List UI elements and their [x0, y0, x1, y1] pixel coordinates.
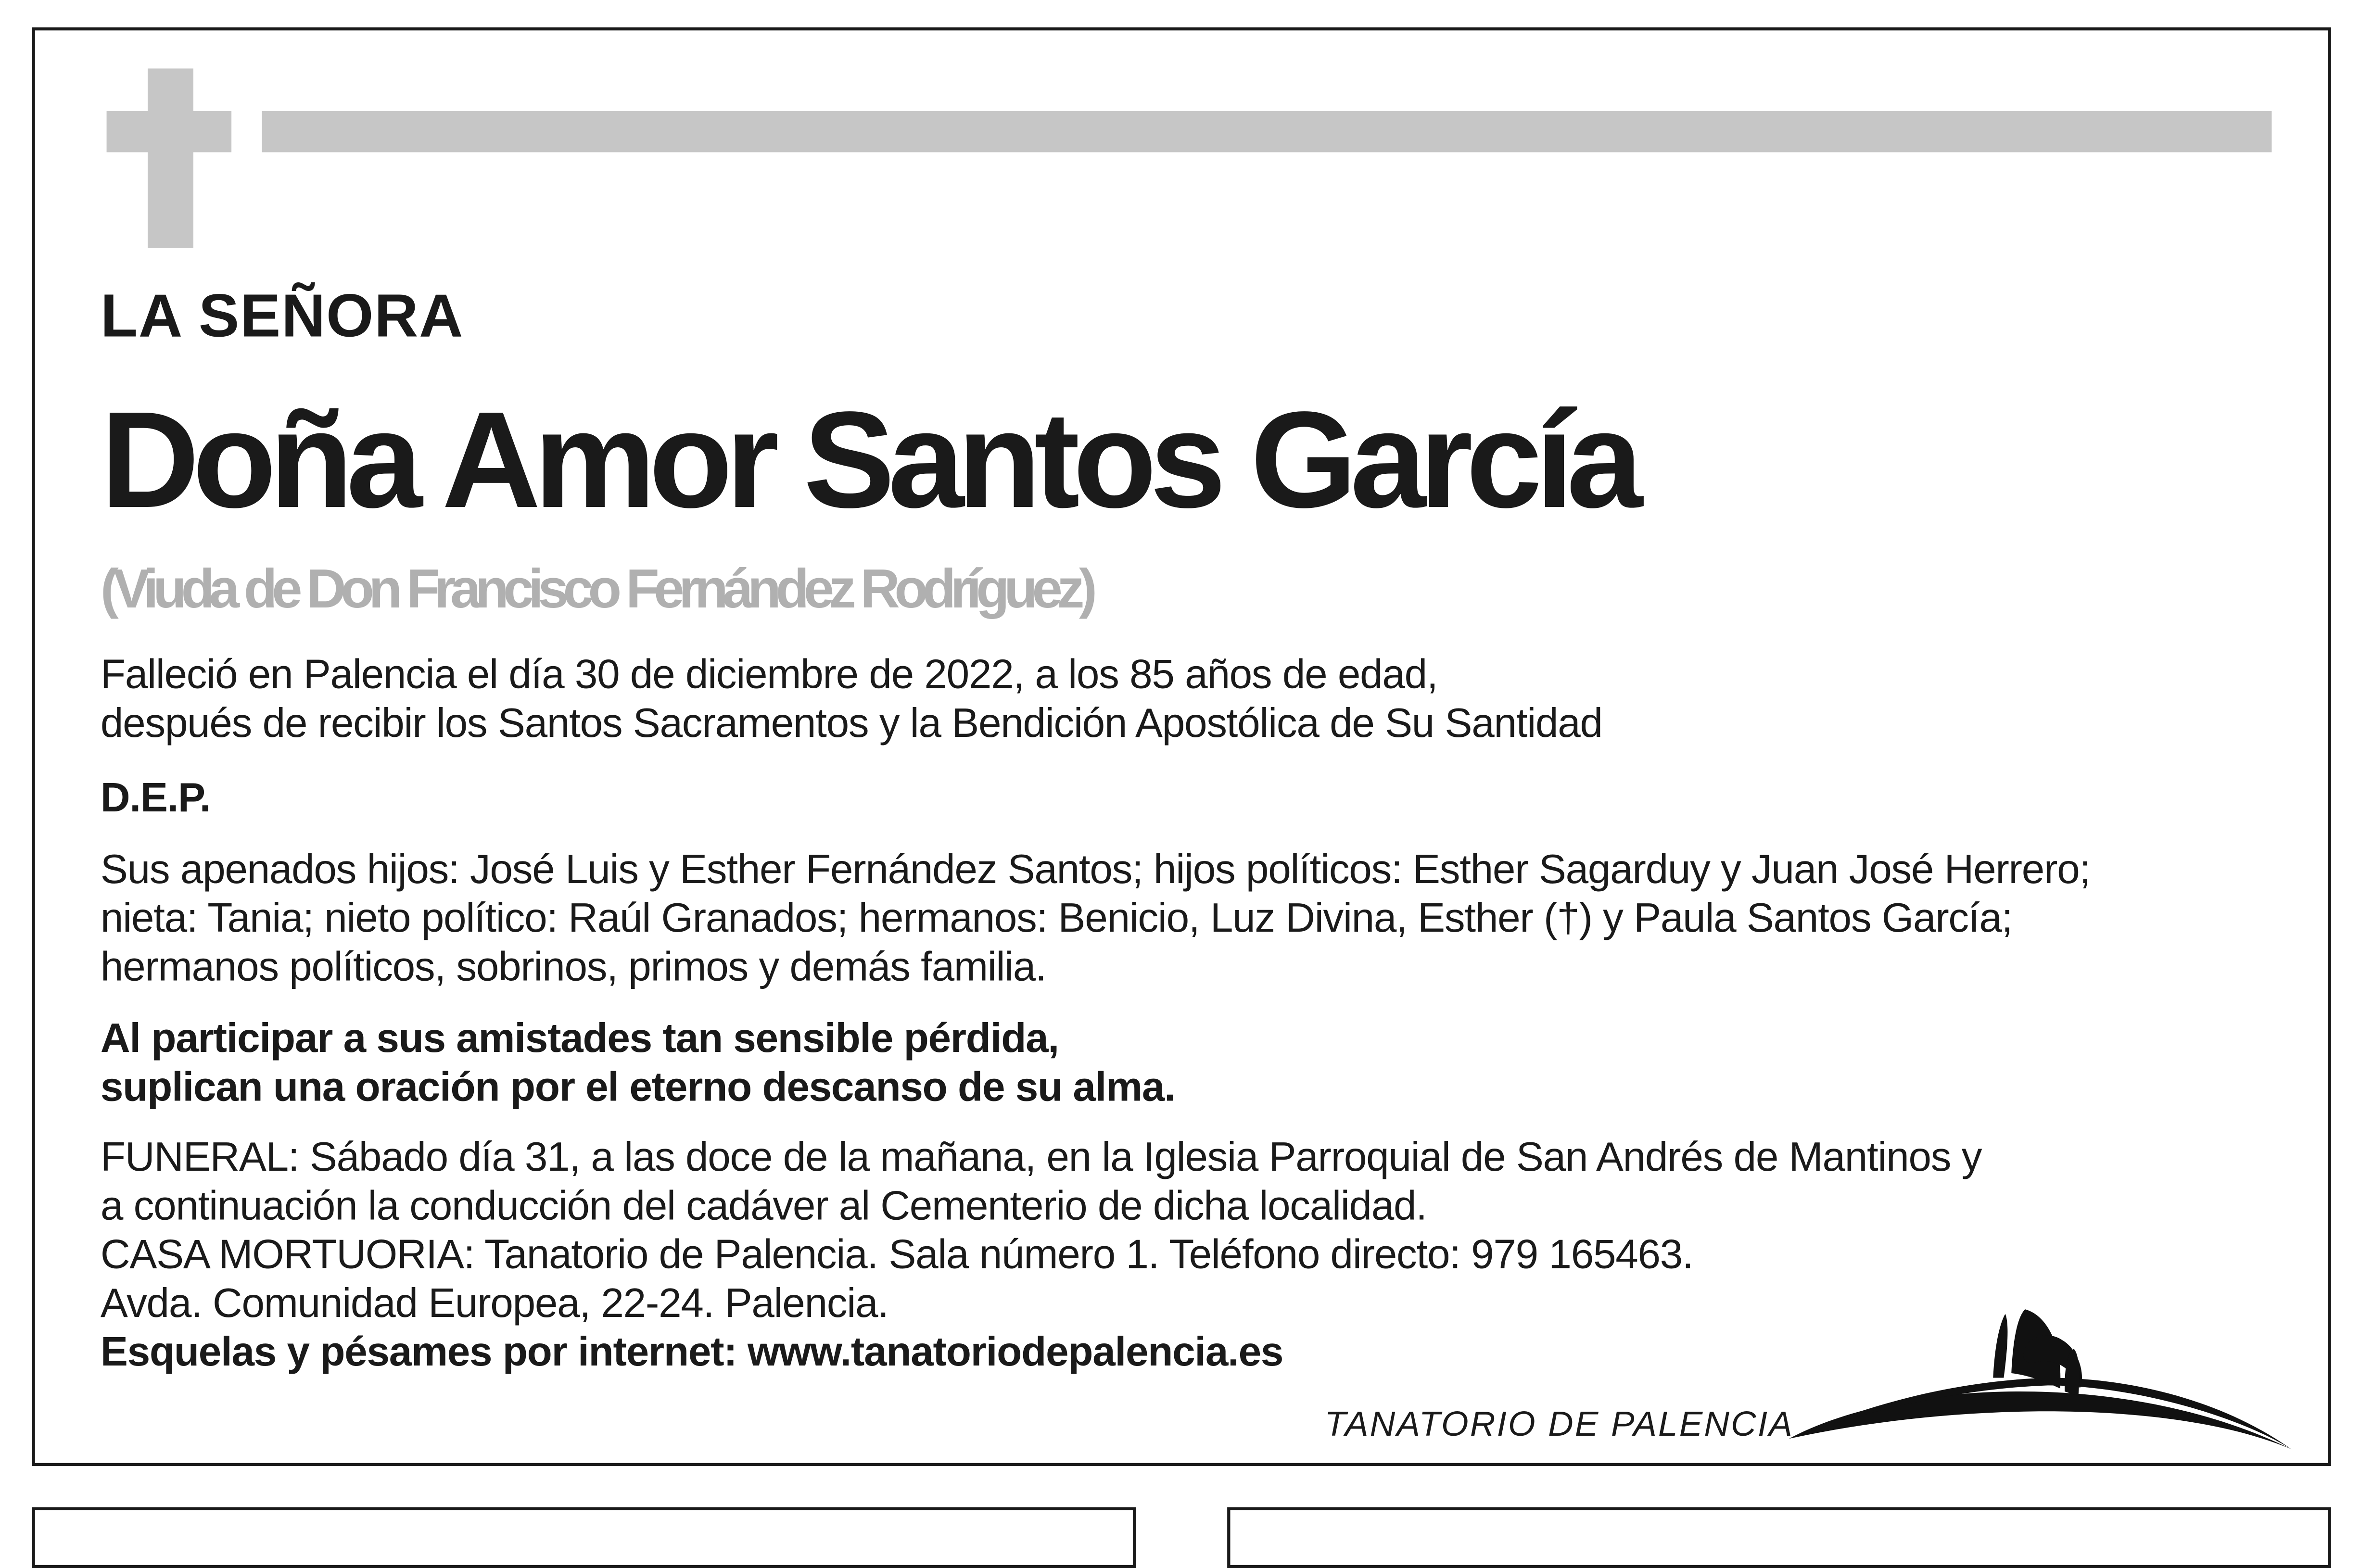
funeral-line: a continuación la conducción del cadáver al Cementerio de dicha localidad.: [100, 1183, 1427, 1229]
request-line: Al participar a sus amistades tan sensible pérdida,: [100, 1015, 1059, 1062]
request-line: suplican una oración por el eterno descanso de su alma.: [100, 1064, 1175, 1110]
cross-icon-vertical: [148, 68, 193, 248]
tanatorio-logo-icon: [1781, 1294, 2307, 1454]
family-line: hermanos políticos, sobrinos, primos y demás familia.: [100, 944, 1046, 990]
funeral-line: CASA MORTUORIA: Tanatorio de Palencia. Sala número 1. Teléfono directo: 979 165463.: [100, 1231, 1693, 1277]
funeral-line: Avda. Comunidad Europea, 22-24. Palencia.: [100, 1280, 888, 1326]
death-line: Falleció en Palencia el día 30 de diciembre de 2022, a los 85 años de edad,: [100, 651, 1438, 697]
funeral-line: FUNERAL: Sábado día 31, a las doce de la mañana, en la Iglesia Parroquial de San Andrés de Mantinos y: [100, 1134, 1982, 1180]
family-list: [101, 845, 2090, 991]
adjacent-notice-left: [32, 1507, 1136, 1568]
logo-text: TANATORIO DE PALENCIA: [1324, 1404, 1794, 1443]
deceased-name: Doña Amor Santos García: [100, 385, 1636, 538]
dep: D.E.P.: [100, 775, 211, 821]
header-rule: [262, 111, 2271, 152]
family-line: nieta: Tania; nieto político: Raúl Granados; hermanos: Benicio, Luz Divina, Esther (†) y Paula Santos García;: [100, 895, 2013, 941]
cross-icon-horizontal: [107, 111, 232, 152]
title-label: LA SEÑORA: [100, 283, 464, 350]
funeral-info: [101, 1133, 1981, 1376]
family-line: Sus apenados hijos: José Luis y Esther Fernández Santos; hijos políticos: Esther Sagarduy y Juan José Herrero;: [100, 846, 2090, 892]
internet-link[interactable]: Esquelas y pésames por internet: www.tanatoriodepalencia.es: [100, 1329, 1283, 1375]
prayer-request: [101, 1014, 1175, 1112]
adjacent-notice-right: [1227, 1507, 2331, 1568]
death-info: [101, 650, 1602, 748]
widow-note: (Viuda de Don Francisco Fernández Rodríguez): [100, 557, 1092, 620]
death-line: después de recibir los Santos Sacramentos y la Bendición Apostólica de Su Santidad: [100, 700, 1602, 746]
